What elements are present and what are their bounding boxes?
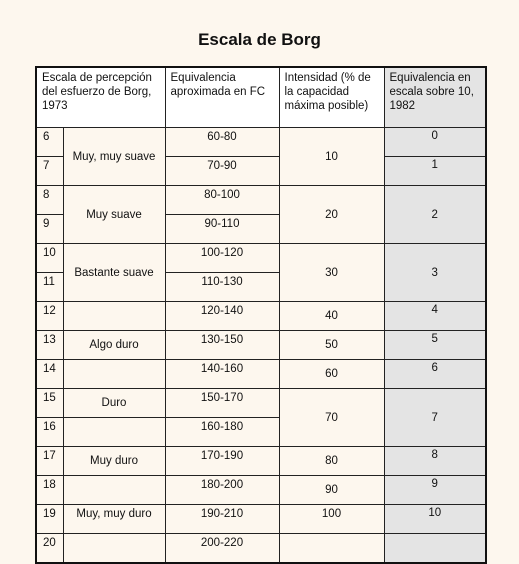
scale-label: Algo duro: [63, 331, 165, 360]
table-header-row: [36, 67, 486, 128]
scale-number: 10: [36, 244, 63, 273]
intensity-value: 50: [279, 331, 384, 360]
table-row: [36, 476, 486, 505]
scale-number: 11: [36, 273, 63, 302]
scale-number: 13: [36, 331, 63, 360]
intensity-value: 10: [279, 128, 384, 186]
scale-label: [63, 302, 165, 331]
equivalence-value: 6: [384, 360, 486, 389]
scale-label: Duro: [63, 389, 165, 418]
scale-label: Muy, muy suave: [63, 128, 165, 186]
scale-label: Muy suave: [63, 186, 165, 244]
table-row: [36, 186, 486, 215]
intensity-value: 90: [279, 476, 384, 505]
fc-range: 180-200: [165, 476, 279, 505]
fc-range: 120-140: [165, 302, 279, 331]
equivalence-value: 10: [384, 505, 486, 534]
scale-number: 6: [36, 128, 63, 157]
scale-number: 8: [36, 186, 63, 215]
scale-number: 18: [36, 476, 63, 505]
table-row: [36, 128, 486, 157]
equivalence-value: 1: [384, 157, 486, 186]
scale-number: 14: [36, 360, 63, 389]
table-row: [36, 447, 486, 476]
intensity-value: 30: [279, 244, 384, 302]
page-title: Escala de Borg: [198, 30, 321, 49]
intensity-value: 40: [279, 302, 384, 331]
scale-label: Muy duro: [63, 447, 165, 476]
scale-number: 17: [36, 447, 63, 476]
intensity-value: 20: [279, 186, 384, 244]
scale-label: [63, 476, 165, 505]
fc-range: 160-180: [165, 418, 279, 447]
fc-range: 110-130: [165, 273, 279, 302]
table-row: [36, 331, 486, 360]
fc-range: 100-120: [165, 244, 279, 273]
intensity-value: [279, 534, 384, 564]
header-intensity: Intensidad (% de la capacidad máxima posible): [279, 67, 384, 128]
scale-number: 7: [36, 157, 63, 186]
scale-label: [63, 534, 165, 564]
table-row: [36, 360, 486, 389]
fc-range: 140-160: [165, 360, 279, 389]
equivalence-value: [384, 534, 486, 564]
fc-range: 80-100: [165, 186, 279, 215]
table-row: [36, 302, 486, 331]
equivalence-value: 0: [384, 128, 486, 157]
scale-number: 20: [36, 534, 63, 564]
equivalence-value: 9: [384, 476, 486, 505]
fc-range: 70-90: [165, 157, 279, 186]
equivalence-value: 5: [384, 331, 486, 360]
equivalence-value: 7: [384, 389, 486, 447]
table-row: [36, 389, 486, 418]
header-fc: Equivalencia aproximada en FC: [165, 67, 279, 128]
scale-number: 12: [36, 302, 63, 331]
scale-label: Bastante suave: [63, 244, 165, 302]
header-borg-1973: Escala de percepción del esfuerzo de Borg, 1973: [36, 67, 165, 128]
equivalence-value: 3: [384, 244, 486, 302]
fc-range: 150-170: [165, 389, 279, 418]
intensity-value: 60: [279, 360, 384, 389]
equivalence-value: 4: [384, 302, 486, 331]
scale-label: [63, 418, 165, 447]
equivalence-value: 8: [384, 447, 486, 476]
scale-number: 16: [36, 418, 63, 447]
table-row: [36, 534, 486, 564]
scale-label: [63, 360, 165, 389]
fc-range: 60-80: [165, 128, 279, 157]
scale-label: Muy, muy duro: [63, 505, 165, 534]
equivalence-value: 2: [384, 186, 486, 244]
fc-range: 90-110: [165, 215, 279, 244]
borg-scale-table: [35, 66, 487, 564]
fc-range: 170-190: [165, 447, 279, 476]
header-scale-10: Equivalencia en escala sobre 10, 1982: [384, 67, 486, 128]
fc-range: 190-210: [165, 505, 279, 534]
fc-range: 130-150: [165, 331, 279, 360]
intensity-value: 100: [279, 505, 384, 534]
intensity-value: 80: [279, 447, 384, 476]
fc-range: 200-220: [165, 534, 279, 564]
table-row: [36, 505, 486, 534]
scale-number: 15: [36, 389, 63, 418]
scale-number: 19: [36, 505, 63, 534]
scale-number: 9: [36, 215, 63, 244]
intensity-value: 70: [279, 389, 384, 447]
table-row: [36, 244, 486, 273]
